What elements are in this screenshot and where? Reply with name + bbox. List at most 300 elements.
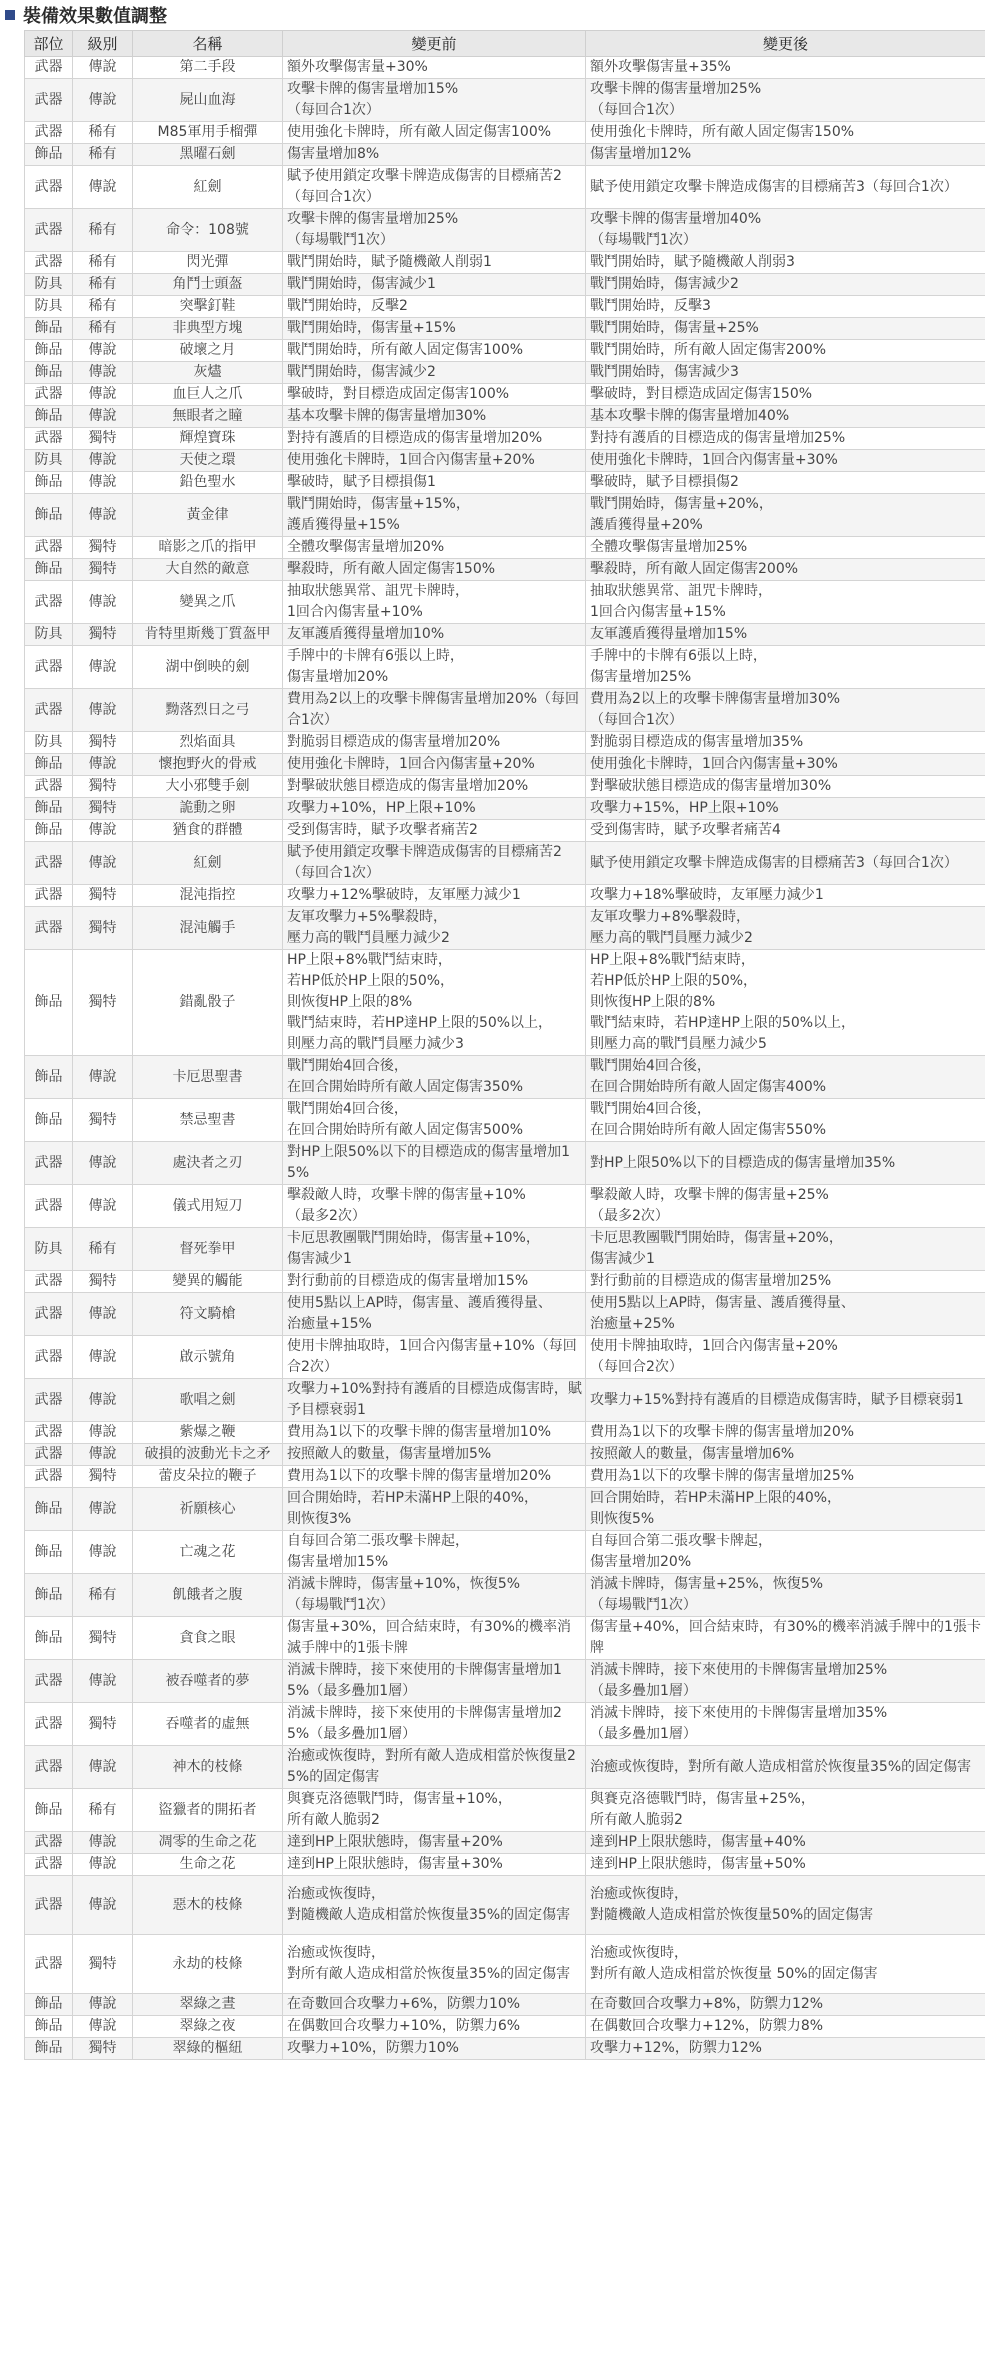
header-name: 名稱 [133, 31, 283, 57]
cell-after: 自每回合第二張攻擊卡牌起， 傷害量增加20% [586, 1531, 985, 1574]
cell-grade: 稀有 [73, 122, 133, 144]
cell-slot: 飾品 [25, 2038, 73, 2060]
cell-grade: 獨特 [73, 1617, 133, 1660]
cell-before: 消滅卡牌時，傷害量+10%，恢復5% （每場戰鬥1次） [283, 1574, 586, 1617]
cell-slot: 飾品 [25, 318, 73, 340]
cell-before: 自每回合第二張攻擊卡牌起， 傷害量增加15% [283, 1531, 586, 1574]
table-row [25, 1142, 985, 1185]
cell-before: 戰鬥開始時，傷害量+15%， 護盾獲得量+15% [283, 494, 586, 537]
cell-name: 紅劍 [133, 842, 283, 885]
table-row [25, 79, 985, 122]
cell-after: 攻擊力+12%，防禦力12% [586, 2038, 985, 2060]
cell-after: 與賽克洛德戰鬥時，傷害量+25%， 所有敵人脆弱2 [586, 1789, 985, 1832]
cell-name: 吞噬者的虛無 [133, 1703, 283, 1746]
cell-before: 擊殺時，所有敵人固定傷害150% [283, 559, 586, 581]
cell-name: 湖中倒映的劍 [133, 646, 283, 689]
cell-slot: 武器 [25, 122, 73, 144]
cell-before: 按照敵人的數量，傷害量增加5% [283, 1444, 586, 1466]
cell-slot: 飾品 [25, 2016, 73, 2038]
cell-before: 戰鬥開始時，傷害減少1 [283, 274, 586, 296]
table-row [25, 950, 985, 1056]
cell-slot: 飾品 [25, 798, 73, 820]
cell-slot: 飾品 [25, 144, 73, 166]
table-row [25, 318, 985, 340]
cell-before: 戰鬥開始時，傷害量+15% [283, 318, 586, 340]
cell-before: 消滅卡牌時，接下來使用的卡牌傷害量增加25%（最多疊加1層） [283, 1703, 586, 1746]
cell-before: 消滅卡牌時，接下來使用的卡牌傷害量增加15%（最多疊加1層） [283, 1660, 586, 1703]
cell-name: 詭動之卵 [133, 798, 283, 820]
cell-slot: 飾品 [25, 1488, 73, 1531]
table-row [25, 820, 985, 842]
cell-grade: 獨特 [73, 428, 133, 450]
cell-after: 費用為2以上的攻擊卡牌傷害量增加30% （每回合1次） [586, 689, 985, 732]
table-row [25, 1935, 985, 1994]
cell-name: 惡木的枝條 [133, 1876, 283, 1935]
cell-before: 戰鬥開始4回合後， 在回合開始時所有敵人固定傷害350% [283, 1056, 586, 1099]
cell-grade: 傳說 [73, 754, 133, 776]
cell-grade: 傳說 [73, 1142, 133, 1185]
cell-grade: 獨特 [73, 885, 133, 907]
cell-slot: 武器 [25, 1703, 73, 1746]
table-row [25, 122, 985, 144]
cell-slot: 武器 [25, 1293, 73, 1336]
table-row [25, 1854, 985, 1876]
cell-grade: 稀有 [73, 144, 133, 166]
table-row [25, 450, 985, 472]
table-row [25, 362, 985, 384]
cell-after: 對行動前的目標造成的傷害量增加25% [586, 1271, 985, 1293]
cell-after: 按照敵人的數量，傷害量增加6% [586, 1444, 985, 1466]
cell-after: 傷害量+40%，回合結束時，有30%的機率消滅手牌中的1張卡牌 [586, 1617, 985, 1660]
cell-grade: 獨特 [73, 624, 133, 646]
cell-before: 受到傷害時，賦予攻擊者痛苦2 [283, 820, 586, 842]
cell-slot: 飾品 [25, 362, 73, 384]
table-row [25, 754, 985, 776]
square-bullet-icon [5, 10, 15, 20]
cell-name: 黃金律 [133, 494, 283, 537]
cell-name: 灰燼 [133, 362, 283, 384]
table-row [25, 1746, 985, 1789]
cell-slot: 武器 [25, 1379, 73, 1422]
cell-before: 戰鬥開始時，所有敵人固定傷害100% [283, 340, 586, 362]
cell-after: 攻擊力+15%，HP上限+10% [586, 798, 985, 820]
table-row [25, 296, 985, 318]
cell-after: 友軍攻擊力+8%擊殺時， 壓力高的戰鬥員壓力減少2 [586, 907, 985, 950]
cell-slot: 飾品 [25, 754, 73, 776]
cell-before: 傷害量+30%，回合結束時，有30%的機率消滅手牌中的1張卡牌 [283, 1617, 586, 1660]
cell-after: 攻擊力+15%對持有護盾的目標造成傷害時，賦予目標衰弱1 [586, 1379, 985, 1422]
cell-slot: 武器 [25, 1466, 73, 1488]
cell-grade: 傳說 [73, 406, 133, 428]
cell-grade: 稀有 [73, 209, 133, 252]
cell-name: 變異之爪 [133, 581, 283, 624]
cell-before: 對擊破狀態目標造成的傷害量增加20% [283, 776, 586, 798]
cell-after: 費用為1以下的攻擊卡牌的傷害量增加25% [586, 1466, 985, 1488]
cell-before: 對脆弱目標造成的傷害量增加20% [283, 732, 586, 754]
cell-slot: 防具 [25, 732, 73, 754]
cell-after: 擊破時，賦予目標損傷2 [586, 472, 985, 494]
cell-name: 突擊釘鞋 [133, 296, 283, 318]
cell-after: 使用5點以上AP時，傷害量、護盾獲得量、 治癒量+25% [586, 1293, 985, 1336]
cell-name: 天使之環 [133, 450, 283, 472]
cell-name: 盜獵者的開拓者 [133, 1789, 283, 1832]
table-row [25, 1293, 985, 1336]
cell-before: 戰鬥開始4回合後， 在回合開始時所有敵人固定傷害500% [283, 1099, 586, 1142]
cell-after: 達到HP上限狀態時，傷害量+40% [586, 1832, 985, 1854]
cell-after: 傷害量增加12% [586, 144, 985, 166]
cell-slot: 防具 [25, 1228, 73, 1271]
cell-before: 攻擊卡牌的傷害量增加25% （每場戰鬥1次） [283, 209, 586, 252]
cell-slot: 武器 [25, 1444, 73, 1466]
cell-before: 達到HP上限狀態時，傷害量+30% [283, 1854, 586, 1876]
cell-after: 治癒或恢復時， 對所有敵人造成相當於恢復量 50%的固定傷害 [586, 1935, 985, 1994]
cell-grade: 獨特 [73, 559, 133, 581]
cell-name: 生命之花 [133, 1854, 283, 1876]
cell-grade: 獨特 [73, 1703, 133, 1746]
cell-grade: 傳說 [73, 1422, 133, 1444]
cell-after: 對HP上限50%以下的目標造成的傷害量增加35% [586, 1142, 985, 1185]
cell-name: 翠綠之晝 [133, 1994, 283, 2016]
cell-after: 治癒或恢復時，對所有敵人造成相當於恢復量35%的固定傷害 [586, 1746, 985, 1789]
table-row [25, 537, 985, 559]
cell-after: 攻擊力+18%擊破時，友軍壓力減少1 [586, 885, 985, 907]
cell-name: 鉛色聖水 [133, 472, 283, 494]
table-row [25, 1617, 985, 1660]
cell-name: 蕾皮朵拉的鞭子 [133, 1466, 283, 1488]
table-header-row [25, 31, 985, 57]
cell-name: 無眼者之瞳 [133, 406, 283, 428]
table-row [25, 1336, 985, 1379]
cell-grade: 稀有 [73, 274, 133, 296]
cell-slot: 武器 [25, 907, 73, 950]
cell-before: 在偶數回合攻擊力+10%，防禦力6% [283, 2016, 586, 2038]
cell-before: 手牌中的卡牌有6張以上時， 傷害量增加20% [283, 646, 586, 689]
cell-grade: 傳說 [73, 820, 133, 842]
cell-grade: 獨特 [73, 2038, 133, 2060]
cell-before: 對持有護盾的目標造成的傷害量增加20% [283, 428, 586, 450]
cell-slot: 武器 [25, 646, 73, 689]
cell-after: 賦予使用鎖定攻擊卡牌造成傷害的目標痛苦3（每回合1次） [586, 166, 985, 209]
cell-after: 額外攻擊傷害量+35% [586, 57, 985, 79]
cell-before: 攻擊力+10%，HP上限+10% [283, 798, 586, 820]
cell-before: 戰鬥開始時，賦予隨機敵人削弱1 [283, 252, 586, 274]
table-row [25, 1488, 985, 1531]
cell-slot: 武器 [25, 1832, 73, 1854]
cell-slot: 武器 [25, 57, 73, 79]
cell-grade: 稀有 [73, 1789, 133, 1832]
cell-before: 費用為1以下的攻擊卡牌的傷害量增加20% [283, 1466, 586, 1488]
cell-slot: 防具 [25, 450, 73, 472]
cell-slot: 飾品 [25, 472, 73, 494]
cell-slot: 武器 [25, 1142, 73, 1185]
cell-after: 戰鬥開始時，賦予隨機敵人削弱3 [586, 252, 985, 274]
cell-slot: 飾品 [25, 1056, 73, 1099]
cell-before: 使用卡牌抽取時，1回合內傷害量+10%（每回合2次） [283, 1336, 586, 1379]
cell-grade: 傳說 [73, 166, 133, 209]
cell-grade: 傳說 [73, 842, 133, 885]
cell-before: 擊破時，賦予目標損傷1 [283, 472, 586, 494]
cell-name: 符文騎槍 [133, 1293, 283, 1336]
cell-slot: 武器 [25, 209, 73, 252]
cell-after: 消滅卡牌時，傷害量+25%，恢復5% （每場戰鬥1次） [586, 1574, 985, 1617]
cell-slot: 武器 [25, 1336, 73, 1379]
cell-after: 使用強化卡牌時，1回合內傷害量+30% [586, 754, 985, 776]
table-row [25, 2038, 985, 2060]
table-row [25, 144, 985, 166]
cell-name: 變異的觸能 [133, 1271, 283, 1293]
cell-after: 消滅卡牌時，接下來使用的卡牌傷害量增加35% （最多疊加1層） [586, 1703, 985, 1746]
cell-name: 混沌觸手 [133, 907, 283, 950]
cell-name: 命令：108號 [133, 209, 283, 252]
cell-grade: 獨特 [73, 1271, 133, 1293]
cell-slot: 武器 [25, 885, 73, 907]
cell-name: 暗影之爪的指甲 [133, 537, 283, 559]
cell-grade: 傳說 [73, 1660, 133, 1703]
cell-grade: 傳說 [73, 689, 133, 732]
cell-grade: 傳說 [73, 384, 133, 406]
cell-name: 血巨人之爪 [133, 384, 283, 406]
table-row [25, 1876, 985, 1935]
cell-name: 黑曜石劍 [133, 144, 283, 166]
cell-before: 傷害量增加8% [283, 144, 586, 166]
cell-slot: 飾品 [25, 406, 73, 428]
cell-slot: 武器 [25, 252, 73, 274]
cell-name: 督死拳甲 [133, 1228, 283, 1271]
cell-after: 全體攻擊傷害量增加25% [586, 537, 985, 559]
cell-slot: 武器 [25, 1185, 73, 1228]
cell-grade: 獨特 [73, 1935, 133, 1994]
cell-grade: 傳說 [73, 450, 133, 472]
cell-name: 大小邪雙手劍 [133, 776, 283, 798]
cell-slot: 飾品 [25, 1617, 73, 1660]
cell-grade: 稀有 [73, 1228, 133, 1271]
cell-slot: 防具 [25, 624, 73, 646]
table-row [25, 1185, 985, 1228]
cell-after: 擊殺時，所有敵人固定傷害200% [586, 559, 985, 581]
table-row [25, 428, 985, 450]
table-row [25, 885, 985, 907]
cell-after: 使用卡牌抽取時，1回合內傷害量+20% （每回合2次） [586, 1336, 985, 1379]
cell-slot: 武器 [25, 689, 73, 732]
header-slot: 部位 [25, 31, 73, 57]
cell-before: 攻擊力+10%，防禦力10% [283, 2038, 586, 2060]
cell-name: 禁忌聖書 [133, 1099, 283, 1142]
cell-before: 與賽克洛德戰鬥時，傷害量+10%， 所有敵人脆弱2 [283, 1789, 586, 1832]
cell-name: 大自然的敵意 [133, 559, 283, 581]
cell-name: 歌唱之劍 [133, 1379, 283, 1422]
cell-name: 凋零的生命之花 [133, 1832, 283, 1854]
table-row [25, 1271, 985, 1293]
cell-after: 戰鬥開始4回合後， 在回合開始時所有敵人固定傷害550% [586, 1099, 985, 1142]
cell-slot: 武器 [25, 79, 73, 122]
cell-before: 戰鬥開始時，反擊2 [283, 296, 586, 318]
cell-name: 翠綠之夜 [133, 2016, 283, 2038]
cell-before: 治癒或恢復時， 對隨機敵人造成相當於恢復量35%的固定傷害 [283, 1876, 586, 1935]
cell-after: HP上限+8%戰鬥結束時， 若HP低於HP上限的50%， 則恢復HP上限的8% 戰鬥結束時，若HP達HP上限的50%以上， 則壓力高的戰鬥員壓力減少5 [586, 950, 985, 1056]
cell-slot: 飾品 [25, 494, 73, 537]
cell-grade: 傳說 [73, 1832, 133, 1854]
cell-grade: 獨特 [73, 1099, 133, 1142]
cell-slot: 武器 [25, 1422, 73, 1444]
cell-grade: 傳說 [73, 472, 133, 494]
table-row [25, 842, 985, 885]
cell-grade: 傳說 [73, 2016, 133, 2038]
cell-before: 友軍攻擊力+5%擊殺時， 壓力高的戰鬥員壓力減少2 [283, 907, 586, 950]
cell-grade: 傳說 [73, 1531, 133, 1574]
cell-name: 貪食之眼 [133, 1617, 283, 1660]
cell-name: 飢餓者之腹 [133, 1574, 283, 1617]
cell-slot: 飾品 [25, 1994, 73, 2016]
cell-before: 達到HP上限狀態時，傷害量+20% [283, 1832, 586, 1854]
cell-after: 達到HP上限狀態時，傷害量+50% [586, 1854, 985, 1876]
cell-slot: 武器 [25, 384, 73, 406]
cell-name: 猶食的群體 [133, 820, 283, 842]
cell-grade: 傳說 [73, 1336, 133, 1379]
table-row [25, 209, 985, 252]
cell-after: 抽取狀態異常、詛咒卡牌時， 1回合內傷害量+15% [586, 581, 985, 624]
cell-before: 全體攻擊傷害量增加20% [283, 537, 586, 559]
cell-after: 卡厄思教團戰鬥開始時，傷害量+20%， 傷害減少1 [586, 1228, 985, 1271]
cell-before: 賦予使用鎖定攻擊卡牌造成傷害的目標痛苦2（每回合1次） [283, 166, 586, 209]
table-row [25, 1789, 985, 1832]
cell-before: 對HP上限50%以下的目標造成的傷害量增加15% [283, 1142, 586, 1185]
cell-after: 對脆弱目標造成的傷害量增加35% [586, 732, 985, 754]
cell-before: 抽取狀態異常、詛咒卡牌時， 1回合內傷害量+10% [283, 581, 586, 624]
cell-before: 攻擊力+10%對持有護盾的目標造成傷害時，賦予目標衰弱1 [283, 1379, 586, 1422]
cell-slot: 飾品 [25, 1099, 73, 1142]
table-row [25, 1994, 985, 2016]
cell-grade: 傳說 [73, 1854, 133, 1876]
table-row [25, 1832, 985, 1854]
cell-name: 非典型方塊 [133, 318, 283, 340]
cell-before: 友軍護盾獲得量增加10% [283, 624, 586, 646]
cell-before: 在奇數回合攻擊力+6%，防禦力10% [283, 1994, 586, 2016]
cell-grade: 傳說 [73, 1994, 133, 2016]
cell-name: 處決者之刃 [133, 1142, 283, 1185]
cell-name: 永劫的枝條 [133, 1935, 283, 1994]
cell-grade: 傳說 [73, 57, 133, 79]
table-row [25, 472, 985, 494]
cell-after: 回合開始時，若HP未滿HP上限的40%， 則恢復5% [586, 1488, 985, 1531]
cell-slot: 防具 [25, 274, 73, 296]
cell-name: 祈願核心 [133, 1488, 283, 1531]
cell-slot: 武器 [25, 1660, 73, 1703]
cell-after: 戰鬥開始時，傷害量+25% [586, 318, 985, 340]
table-row [25, 406, 985, 428]
cell-grade: 傳說 [73, 494, 133, 537]
cell-grade: 傳說 [73, 1293, 133, 1336]
table-row [25, 732, 985, 754]
cell-name: 第二手段 [133, 57, 283, 79]
table-row [25, 624, 985, 646]
table-row [25, 2016, 985, 2038]
cell-grade: 獨特 [73, 732, 133, 754]
cell-name: 儀式用短刀 [133, 1185, 283, 1228]
cell-slot: 武器 [25, 1746, 73, 1789]
cell-slot: 武器 [25, 1935, 73, 1994]
cell-before: 回合開始時，若HP未滿HP上限的40%， 則恢復3% [283, 1488, 586, 1531]
cell-slot: 飾品 [25, 340, 73, 362]
cell-grade: 傳說 [73, 581, 133, 624]
table-row [25, 559, 985, 581]
cell-name: 黝落烈日之弓 [133, 689, 283, 732]
table-row [25, 776, 985, 798]
cell-name: 閃光彈 [133, 252, 283, 274]
cell-grade: 稀有 [73, 318, 133, 340]
cell-name: 烈焰面具 [133, 732, 283, 754]
cell-slot: 武器 [25, 428, 73, 450]
cell-name: 啟示號角 [133, 1336, 283, 1379]
table-row [25, 1660, 985, 1703]
cell-grade: 傳說 [73, 1185, 133, 1228]
cell-after: 受到傷害時，賦予攻擊者痛苦4 [586, 820, 985, 842]
table-row [25, 1703, 985, 1746]
cell-grade: 稀有 [73, 296, 133, 318]
cell-before: 額外攻擊傷害量+30% [283, 57, 586, 79]
cell-after: 戰鬥開始時，傷害減少3 [586, 362, 985, 384]
table-row [25, 494, 985, 537]
cell-before: 治癒或恢復時， 對所有敵人造成相當於恢復量35%的固定傷害 [283, 1935, 586, 1994]
cell-name: 翠綠的樞紐 [133, 2038, 283, 2060]
header-after: 變更後 [586, 31, 985, 57]
table-row [25, 689, 985, 732]
cell-slot: 飾品 [25, 1789, 73, 1832]
cell-before: 費用為2以上的攻擊卡牌傷害量增加20%（每回合1次） [283, 689, 586, 732]
cell-after: 擊殺敵人時，攻擊卡牌的傷害量+25% （最多2次） [586, 1185, 985, 1228]
cell-after: 戰鬥開始4回合後， 在回合開始時所有敵人固定傷害400% [586, 1056, 985, 1099]
cell-before: 使用強化卡牌時，所有敵人固定傷害100% [283, 122, 586, 144]
cell-grade: 獨特 [73, 537, 133, 559]
cell-grade: 傳說 [73, 1488, 133, 1531]
cell-before: 費用為1以下的攻擊卡牌的傷害量增加10% [283, 1422, 586, 1444]
cell-name: 錯亂骰子 [133, 950, 283, 1056]
cell-grade: 稀有 [73, 1574, 133, 1617]
cell-grade: 傳說 [73, 362, 133, 384]
header-before: 變更前 [283, 31, 586, 57]
table-row [25, 1056, 985, 1099]
cell-before: 擊破時，對目標造成固定傷害100% [283, 384, 586, 406]
table-row [25, 1466, 985, 1488]
cell-after: 戰鬥開始時，傷害減少2 [586, 274, 985, 296]
cell-after: 賦予使用鎖定攻擊卡牌造成傷害的目標痛苦3（每回合1次） [586, 842, 985, 885]
cell-slot: 飾品 [25, 1531, 73, 1574]
cell-name: 屍山血海 [133, 79, 283, 122]
cell-before: 賦予使用鎖定攻擊卡牌造成傷害的目標痛苦2（每回合1次） [283, 842, 586, 885]
cell-name: 懷抱野火的骨戒 [133, 754, 283, 776]
cell-grade: 傳說 [73, 340, 133, 362]
cell-grade: 獨特 [73, 798, 133, 820]
cell-grade: 獨特 [73, 776, 133, 798]
cell-grade: 傳說 [73, 646, 133, 689]
cell-grade: 傳說 [73, 1379, 133, 1422]
table-row [25, 1531, 985, 1574]
cell-after: 費用為1以下的攻擊卡牌的傷害量增加20% [586, 1422, 985, 1444]
table-row [25, 1444, 985, 1466]
cell-after: 治癒或恢復時， 對隨機敵人造成相當於恢復量50%的固定傷害 [586, 1876, 985, 1935]
cell-before: 對行動前的目標造成的傷害量增加15% [283, 1271, 586, 1293]
cell-name: 肯特里斯幾丁質盔甲 [133, 624, 283, 646]
cell-name: 紫爆之鞭 [133, 1422, 283, 1444]
cell-slot: 武器 [25, 776, 73, 798]
cell-after: 消滅卡牌時，接下來使用的卡牌傷害量增加25% （最多疊加1層） [586, 1660, 985, 1703]
cell-slot: 飾品 [25, 820, 73, 842]
cell-after: 戰鬥開始時，反擊3 [586, 296, 985, 318]
cell-name: 亡魂之花 [133, 1531, 283, 1574]
cell-slot: 武器 [25, 1854, 73, 1876]
table-row [25, 57, 985, 79]
page-title: 裝備效果數值調整 [23, 6, 167, 27]
cell-before: 使用強化卡牌時，1回合內傷害量+20% [283, 754, 586, 776]
